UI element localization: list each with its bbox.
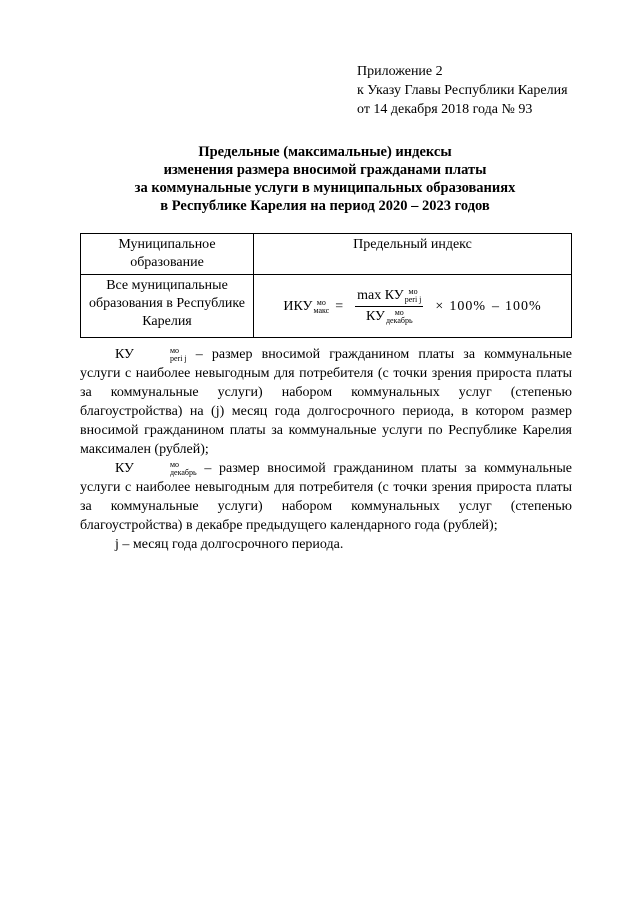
cell-formula (254, 275, 572, 338)
formula-lhs-sub: макс (313, 305, 330, 315)
appendix-date: от 14 декабря 2018 года № 93 (357, 102, 533, 117)
formula-lhs: ИКУ (283, 298, 313, 314)
cell-municipality: Все муниципальные образования в Республике Карелия (81, 275, 254, 338)
formula-num-sup: мо (408, 286, 418, 296)
title-line-1: Предельные (максимальные) индексы (198, 144, 452, 160)
definition-1-symbol-text: КУ (115, 347, 134, 362)
definition-2 (80, 459, 572, 535)
appendix-decree: к Указу Главы Республики Карелия (357, 83, 568, 98)
definition-1-symbol (115, 347, 187, 362)
formula-den-scripts (386, 309, 413, 325)
definition-3: j – месяц года долгосрочного периода. (115, 537, 344, 552)
index-table (80, 233, 572, 338)
formula-times: × (435, 298, 444, 314)
appendix-number: Приложение 2 (357, 64, 443, 79)
definition-2-sup: мо (169, 459, 180, 469)
formula-num-symbol: КУ (384, 288, 404, 303)
header-municipality: Муниципальное образование (81, 234, 254, 275)
appendix-header (357, 62, 568, 119)
formula-den-sup: мо (394, 307, 404, 317)
definition-1 (80, 345, 572, 459)
title-line-2: изменения размера вносимой гражданами платы (163, 162, 487, 178)
formula-den-sub: декабрь (385, 315, 413, 325)
formula-num-sub: peri j (404, 294, 422, 304)
formula-numerator (355, 287, 423, 307)
definitions (80, 345, 572, 554)
definition-2-text: – размер вносимой гражданином платы за коммунальные услуги с наиболее невыгодным для потребителя (с точки зрения прироста платы за коммунальные услуги) набором коммунальных услуг (степенью благоустройства) в декабре предыдущего календарного года (рублей); (80, 461, 572, 533)
formula-lhs-scripts (313, 299, 329, 315)
formula-den-symbol: КУ (365, 309, 385, 324)
title-line-3: за коммунальные услуги в муниципальных образованиях (134, 180, 516, 196)
definition-1-sub: peri j (169, 353, 187, 363)
formula-equals: = (335, 298, 344, 314)
definition-2-symbol (115, 461, 197, 476)
definition-2-symbol-text: КУ (115, 461, 134, 476)
table-row (81, 275, 572, 338)
formula-denominator (366, 307, 413, 326)
formula-num-scripts (405, 288, 422, 304)
definition-1-text: – размер вносимой гражданином платы за коммунальные услуги с наиболее невыгодным для потребителя (с точки зрения прироста платы за коммунальные услуги) набором коммунальных услуг (степенью благоустройства) на (j) месяц года долгосрочного периода, в котором размер вносимой гражданином платы за коммунальные услуги по Республике Карелия максимален (рублей); (80, 347, 572, 457)
definition-2-sub: декабрь (169, 467, 197, 477)
formula-max: max (357, 288, 382, 303)
header-index: Предельный индекс (254, 234, 572, 275)
document-title (80, 143, 570, 215)
table-header-row (81, 234, 572, 275)
formula-lhs-sup: мо (316, 297, 326, 307)
definition-1-scripts (135, 347, 187, 363)
definition-2-scripts (135, 461, 197, 477)
definition-1-sup: мо (169, 345, 180, 355)
title-line-4: в Республике Карелия на период 2020 – 2023 годов (160, 198, 490, 214)
formula-percent-2: 100% (504, 298, 542, 314)
formula-fraction (355, 287, 423, 326)
formula-minus: – (491, 298, 499, 314)
formula-percent-1: 100% (449, 298, 486, 314)
index-formula (258, 287, 567, 326)
